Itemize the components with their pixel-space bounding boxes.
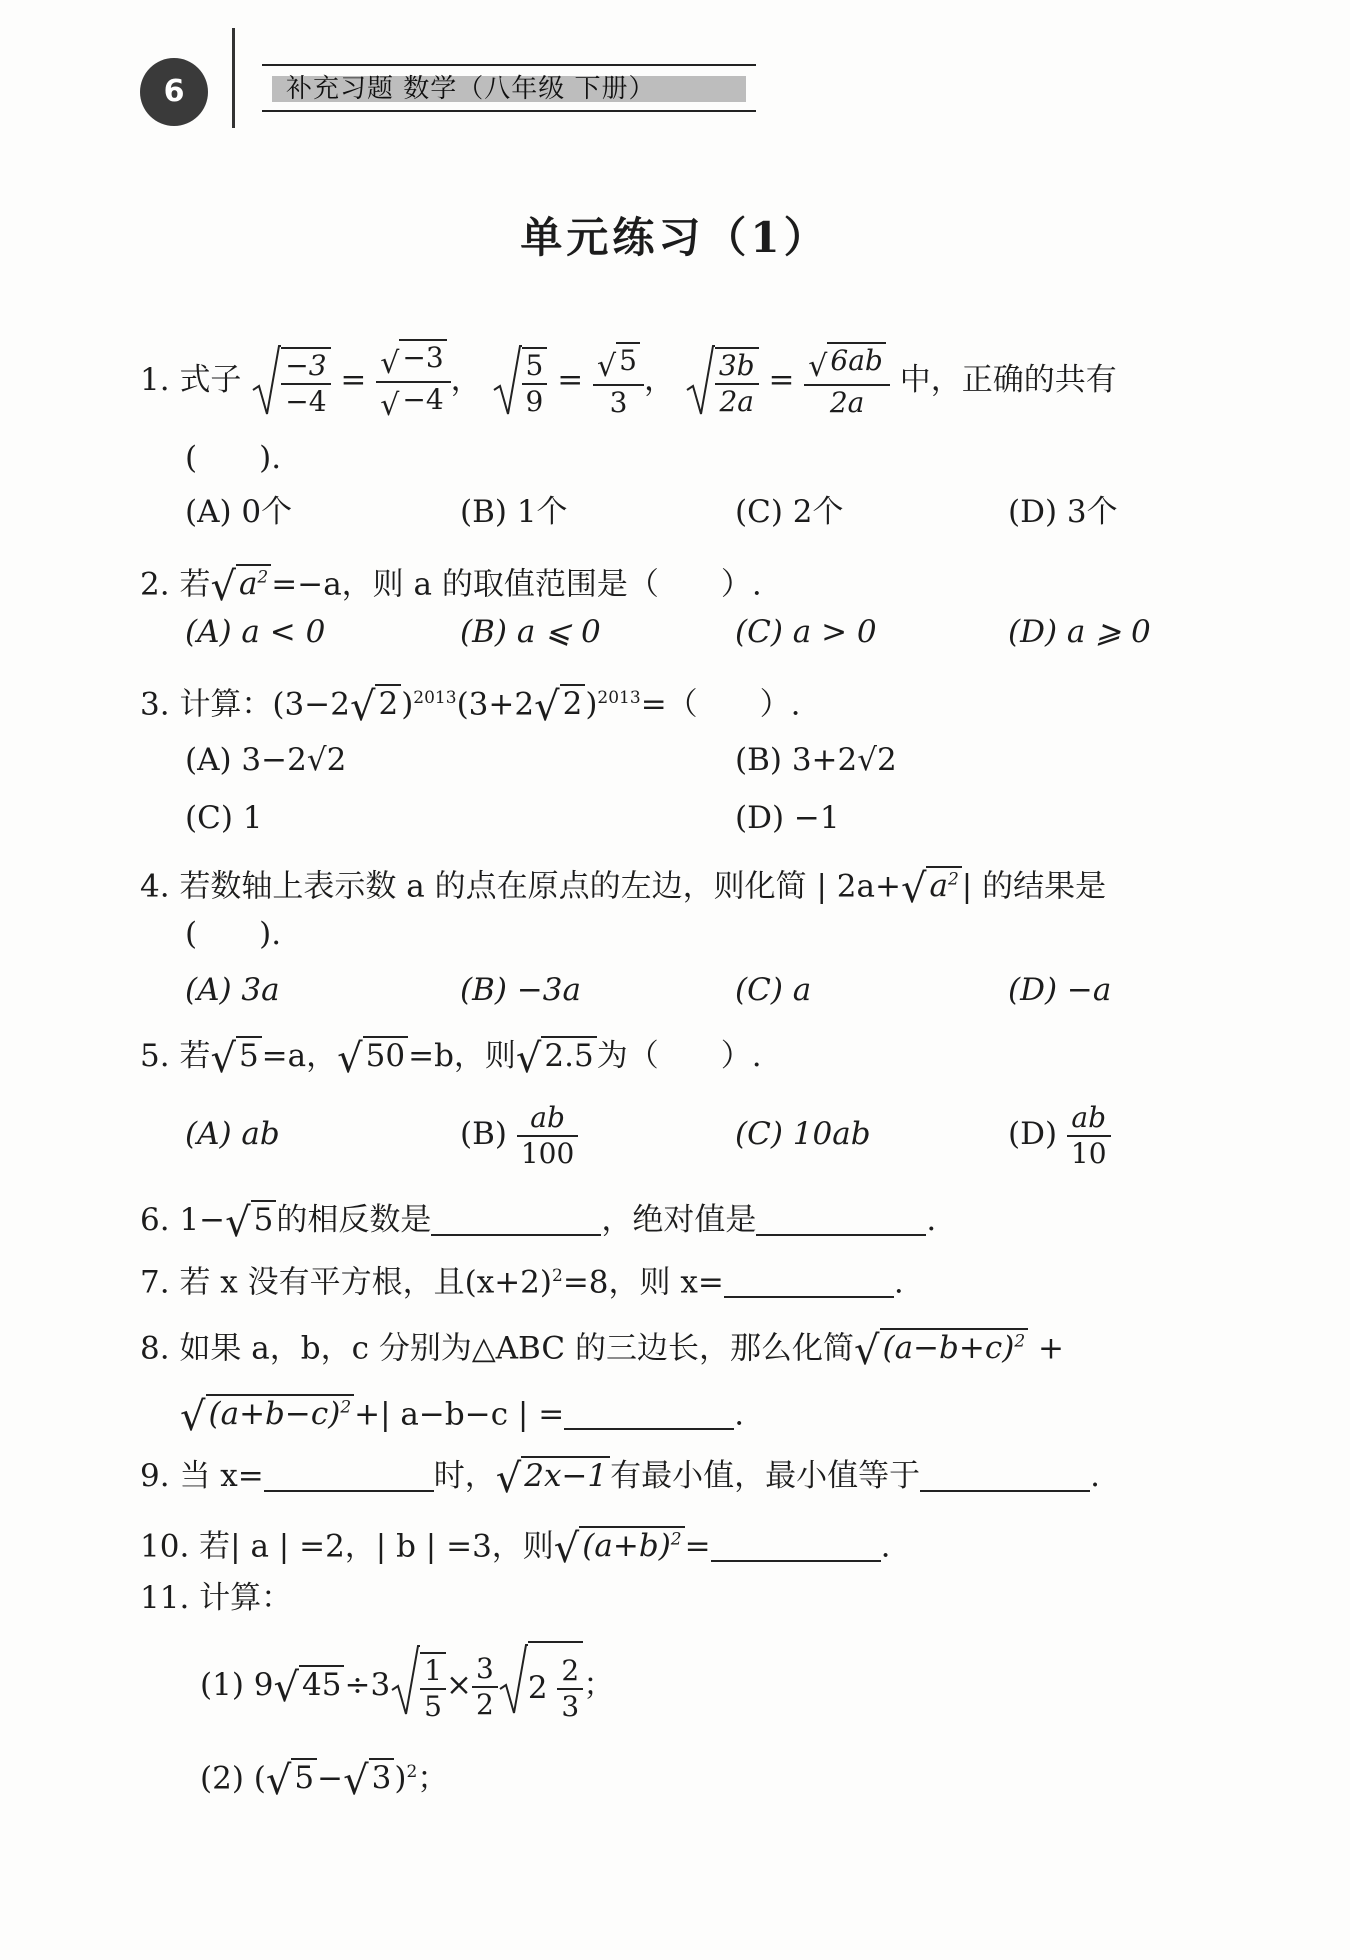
question-11-part-1: (1) 9√45÷3 $\frac{1}{5}$ × $\frac{3}{2}$ 2 $\frac{2}{3}$ ； — [200, 1640, 614, 1730]
option-a: (A) ab — [185, 1116, 280, 1152]
answer-blank[interactable] — [711, 1530, 881, 1562]
page-title: 单元练习（1） — [520, 213, 830, 262]
radical-sign-icon — [251, 342, 281, 422]
question-1: 1. 式子 $\frac{-3}{-4}$ = $\frac{√ -3}{√ -4}$ ， $\frac{5}{9}$ = $\frac{√ 5}{3}$ ， $\frac{3b}{2a}$ = $\frac{√ 6ab}{2a}$ 中，正确的共有 — [140, 340, 1117, 423]
answer-blank[interactable] — [756, 1204, 926, 1236]
option-c: (C) a — [735, 972, 812, 1008]
question-3: 3. 计算：$(3-2√2)^{2013}(3+2√2)^{2013}=$（ ）. — [140, 684, 801, 731]
option-b: (B) 1个 — [460, 494, 568, 530]
fraction: $\frac{√ -3}{√ -4}$ — [376, 341, 450, 423]
radical-fraction: $\frac{1}{5}$ — [390, 1642, 446, 1732]
answer-blank[interactable] — [264, 1460, 434, 1492]
book-title: 补充习题 数学（八年级 下册） — [272, 76, 746, 102]
running-header — [262, 64, 756, 112]
question-4: 4. 若数轴上表示数 a 的点在原点的左边，则化简 | $2a+√a^2|$ 的结果是 — [140, 866, 1107, 913]
question-number: 1. — [140, 362, 170, 398]
question-8: 8. 如果 a，b，c 分别为△ABC 的三边长，那么化简$√(a-b+c)^2$ + — [140, 1328, 1064, 1375]
option-c: (C) a > 0 — [735, 614, 877, 650]
question-5: 5. 若√5=a，√50=b，则√2.5为（ ）. — [140, 1036, 762, 1082]
radical-mixed-number: 2 $\frac{2}{3}$ — [498, 1641, 583, 1733]
question-text: 式子 — [179, 362, 242, 398]
answer-blank[interactable] — [724, 1266, 894, 1298]
option-b: (B) $\frac{ab}{100}$ — [460, 1094, 578, 1174]
answer-blank[interactable] — [431, 1204, 601, 1236]
option-d: (D) −a — [1008, 972, 1112, 1008]
page-number-badge: 6 — [140, 58, 208, 126]
header-divider — [232, 28, 235, 128]
question-11: 11. 计算： — [140, 1580, 293, 1616]
header-bottom-rule — [262, 110, 756, 112]
question-2: 2. 若$√a^2=-a$，则 a 的取值范围是（ ）. — [140, 564, 762, 611]
option-d: (D) $\frac{ab}{10}$ — [1008, 1094, 1111, 1174]
option-c: (C) 2个 — [735, 494, 844, 530]
radical-sign-icon — [390, 1642, 420, 1722]
radical-fraction: $\frac{5}{9}$ — [492, 342, 548, 422]
option-c: (C) 1 — [185, 800, 263, 836]
question-8-line-2: $√(a+b-c)^2+|$ a−b−c | = . — [180, 1394, 745, 1441]
question-10: 10. 若| a | =2，| b | =3，则$√(a+b)^2=$ . — [140, 1526, 891, 1573]
question-9: 9. 当 x= 时，√2x−1有最小值，最小值等于 . — [140, 1456, 1101, 1502]
option-d: (D) −1 — [735, 800, 840, 836]
radical-sign-icon — [685, 342, 715, 422]
option-a: (A) 0个 — [185, 494, 293, 530]
answer-blank[interactable] — [920, 1460, 1090, 1492]
option-b: (B) a ⩽ 0 — [460, 614, 601, 650]
question-11-part-2: (2) $(√5-√3)^2$； — [200, 1758, 449, 1805]
option-b: (B) −3a — [460, 972, 582, 1008]
option-a: (A) a < 0 — [185, 614, 326, 650]
option-d: (D) 3个 — [1008, 494, 1118, 530]
answer-paren: ( ). — [185, 916, 282, 952]
option-d: (D) a ⩾ 0 — [1008, 614, 1151, 650]
question-6: 6. 1−√5的相反数是 ，绝对值是 . — [140, 1200, 937, 1246]
question-text: 中，正确的共有 — [899, 362, 1117, 398]
fraction: $\frac{√ 6ab}{2a}$ — [804, 344, 890, 420]
option-b: (B) 3+2√2 — [735, 742, 897, 778]
radical-fraction: $\frac{3b}{2a}$ — [685, 342, 759, 422]
answer-paren: ( ). — [185, 440, 282, 476]
option-a: (A) 3a — [185, 972, 280, 1008]
radical-sign-icon — [498, 1641, 528, 1721]
header-top-rule — [262, 64, 756, 66]
option-c: (C) 10ab — [735, 1116, 871, 1152]
answer-blank[interactable] — [564, 1398, 734, 1430]
option-a: (A) 3−2√2 — [185, 742, 347, 778]
radical-sign-icon — [492, 342, 522, 422]
question-7: 7. 若 x 没有平方根，且$(x+2)^2=8$，则 x= . — [140, 1264, 904, 1301]
radical-fraction: $\frac{-3}{-4}$ — [251, 342, 330, 422]
fraction: $\frac{√ 5}{3}$ — [593, 344, 644, 420]
